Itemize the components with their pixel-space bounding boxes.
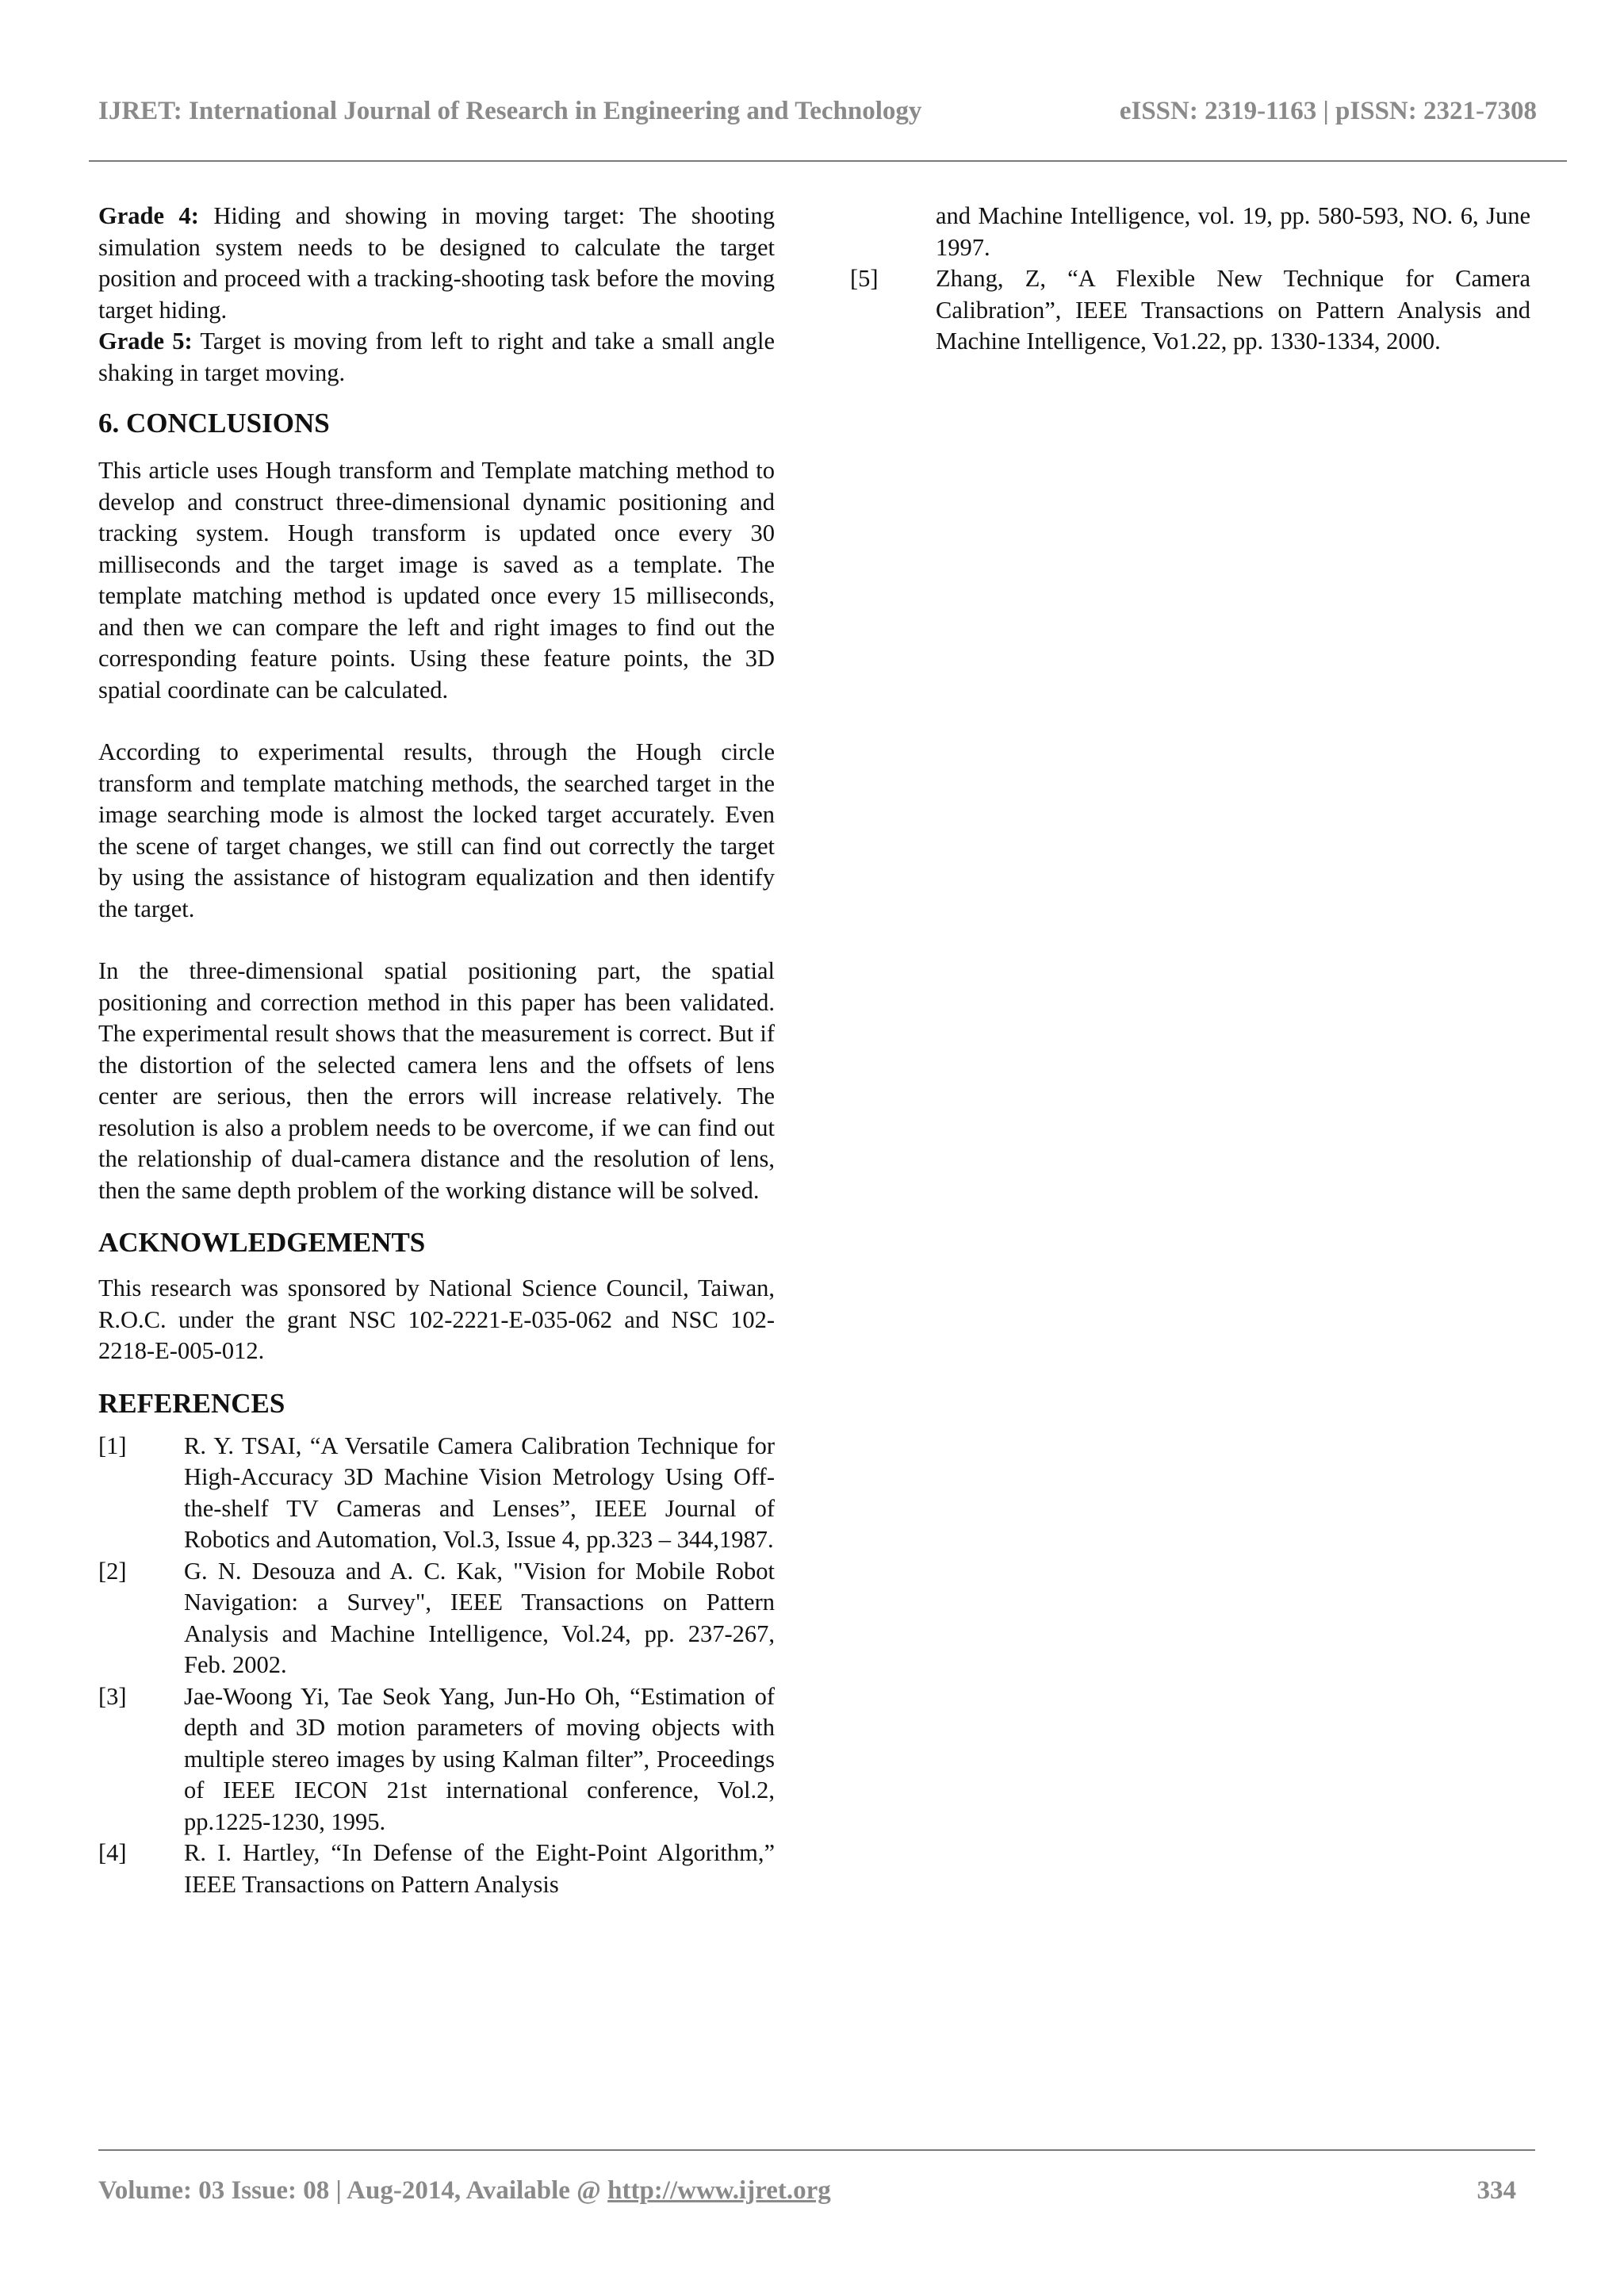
reference-1 (98, 1431, 775, 1556)
conclusions-paragraph-1: This article uses Hough transform and Template matching method to develop and construct three-dimensional dynamic positioning and tracking system. Hough transform is updated once every 30 milliseconds and the target image is saved as a template. The template matching method is updated once every 15 milliseconds, and then we can compare the left and right images to find out the corresponding feature points. Using these feature points, the 3D spatial coordinate can be calculated. (98, 457, 775, 703)
reference-number: [4] (98, 1839, 127, 1866)
journal-issn: eISSN: 2319-1163 | pISSN: 2321-7308 (1119, 97, 1537, 125)
reference-text: G. N. Desouza and A. C. Kak, "Vision for Mobile Robot Navigation: a Survey", IEEE Transactions on Pattern Analysis and Machine Intelligence, Vol.24, pp. 237-267, Feb. 2002. (184, 1557, 775, 1678)
reference-text: Zhang, Z, “A Flexible New Technique for Camera Calibration”, IEEE Transactions on Pattern Analysis and Machine Intelligence, Vo1.22, pp. 1330-1334, 2000. (936, 265, 1530, 355)
journal-link[interactable]: http://www.ijret.org (607, 2176, 831, 2205)
grade-5-paragraph (98, 326, 775, 389)
conclusions-heading: 6. CONCLUSIONS (98, 408, 330, 439)
page-header (0, 0, 1624, 163)
left-column (98, 201, 775, 1900)
grade-4-text: Hiding and showing in moving target: The shooting simulation system needs to be designed to calculate the target position and proceed with a tracking-shooting task before the moving target hiding. (98, 202, 775, 324)
grade-4-paragraph (98, 201, 775, 326)
reference-text: R. I. Hartley, “In Defense of the Eight-Point Algorithm,” IEEE Transactions on Pattern Analysis (184, 1839, 775, 1898)
conclusions-paragraph-3: In the three-dimensional spatial positioning part, the spatial positioning and correction method in this paper has been validated. The experimental result shows that the measurement is correct. But if the distortion of the selected camera lens and the offsets of lens center are serious, then the errors will increase relatively. The resolution is also a problem needs to be overcome, if we can find out the relationship of dual-camera distance and the resolution of lens, then the same depth problem of the working distance will be solved. (98, 957, 775, 1204)
reference-number: [3] (98, 1682, 127, 1710)
reference-number: [2] (98, 1557, 127, 1585)
reference-3 (98, 1681, 775, 1838)
acknowledgements-heading: ACKNOWLEDGEMENTS (98, 1227, 426, 1258)
grade-4-label: Grade 4: (98, 202, 199, 229)
grade-5-label: Grade 5: (98, 328, 193, 355)
footer-volume-text: Volume: 03 Issue: 08 | Aug-2014, Available @ (98, 2176, 608, 2205)
acknowledgements-text: This research was sponsored by National Science Council, Taiwan, R.O.C. under the grant NSC 102-2221-E-035-062 and NSC 102-2218-E-005-012. (98, 1274, 775, 1364)
reference-number: [1] (98, 1432, 127, 1459)
grade-5-text: Target is moving from left to right and take a small angle shaking in target moving. (98, 328, 776, 386)
conclusions-paragraph-2: According to experimental results, through the Hough circle transform and template matching methods, the searched target in the image searching mode is almost the locked target accurately. Even the scene of target changes, we still can find out correctly the target by using the assistance of histogram equalization and then identify the target. (98, 738, 775, 922)
reference-4 (98, 1838, 775, 1900)
reference-2 (98, 1556, 775, 1681)
page-number: 334 (1477, 2176, 1516, 2205)
footer-info (98, 2176, 831, 2206)
reference-text: Jae-Woong Yi, Tae Seok Yang, Jun-Ho Oh, “Estimation of depth and 3D motion parameters of moving objects with multiple stereo images by using Kalman filter”, Proceedings of IEEE IECON 21st international conference, Vol.2, pp.1225-1230, 1995. (184, 1682, 775, 1835)
footer-divider (98, 2149, 1535, 2151)
reference-4-continuation: and Machine Intelligence, vol. 19, pp. 580-593, NO. 6, June 1997. (936, 202, 1530, 261)
header-divider (89, 160, 1567, 162)
journal-title: IJRET: International Journal of Research in Engineering and Technology (98, 97, 922, 125)
right-column (850, 201, 1530, 358)
reference-5 (850, 263, 1530, 358)
reference-text: R. Y. TSAI, “A Versatile Camera Calibration Technique for High-Accuracy 3D Machine Vision Metrology Using Off-the-shelf TV Cameras and Lenses”, IEEE Journal of Robotics and Automation, Vol.3, Issue 4, pp.323 – 344,1987. (184, 1432, 775, 1553)
reference-number: [5] (850, 265, 879, 292)
references-heading: REFERENCES (98, 1387, 285, 1419)
